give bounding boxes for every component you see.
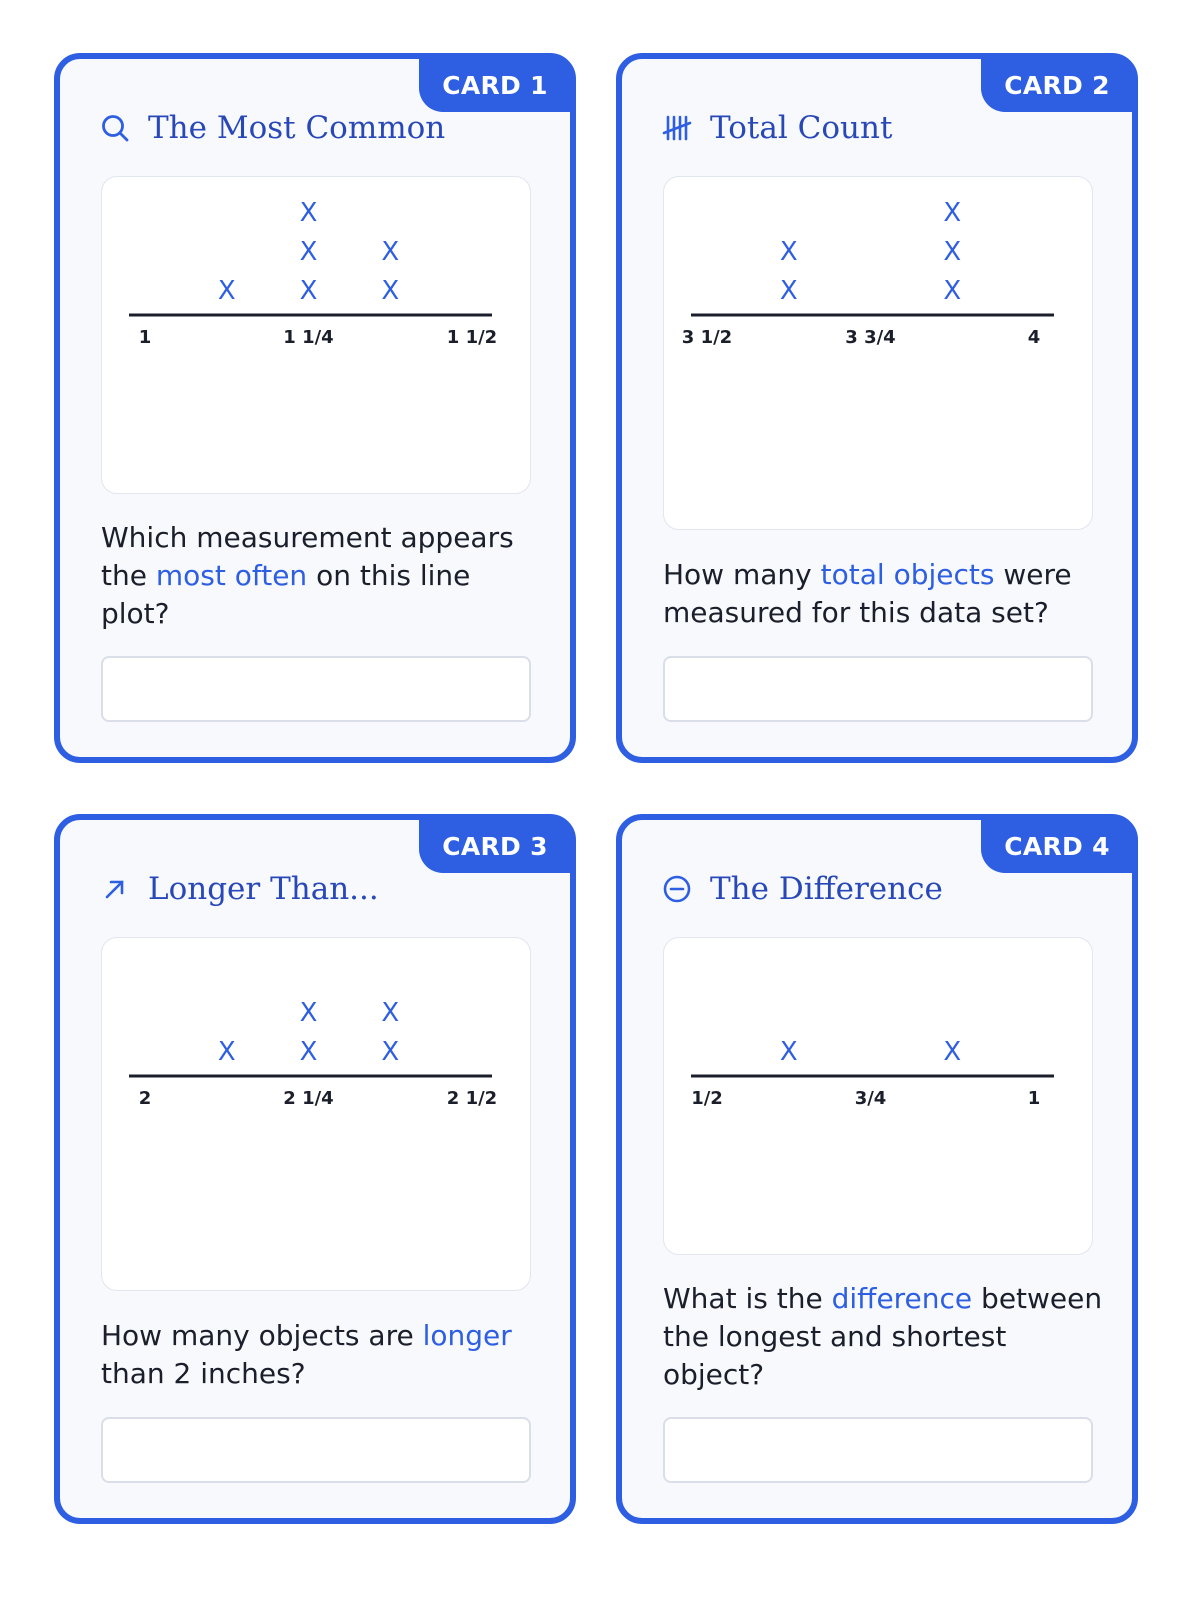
answer-input[interactable] bbox=[101, 656, 531, 722]
plot-x-mark: X bbox=[217, 1037, 236, 1067]
magnifier-icon bbox=[100, 113, 130, 143]
line-plot bbox=[101, 176, 531, 494]
tick-label: 1 1/4 bbox=[283, 327, 334, 348]
card-header bbox=[662, 864, 943, 914]
plot-x-mark: X bbox=[779, 276, 798, 306]
answer-input[interactable] bbox=[663, 656, 1093, 722]
tick-label: 2 1/4 bbox=[283, 1088, 334, 1109]
arrow-up-right-icon bbox=[100, 874, 130, 904]
card-title: The Most Common bbox=[148, 110, 446, 146]
plot-x-mark: X bbox=[217, 276, 236, 306]
card-title: Longer Than... bbox=[148, 871, 379, 907]
card-header bbox=[100, 103, 445, 153]
tick-label: 2 bbox=[138, 1088, 152, 1109]
plot-x-mark: X bbox=[381, 1037, 400, 1067]
card-number-badge: CARD 3 bbox=[419, 819, 571, 873]
question-highlight: most often bbox=[155, 559, 308, 592]
tick-label: 1 1/2 bbox=[446, 327, 498, 348]
tick-label: 3/4 bbox=[854, 1088, 887, 1109]
plot-x-mark: X bbox=[943, 1037, 962, 1067]
line-plot-svg bbox=[102, 938, 532, 1292]
card-header bbox=[100, 864, 379, 914]
card-number-badge: CARD 2 bbox=[981, 58, 1133, 112]
minus-circle-icon bbox=[662, 874, 692, 904]
tick-label: 3 3/4 bbox=[845, 327, 896, 348]
answer-input[interactable] bbox=[101, 1417, 531, 1483]
question-highlight: difference bbox=[831, 1282, 973, 1315]
tick-label: 1 bbox=[138, 327, 152, 348]
question-highlight: total objects bbox=[820, 558, 995, 591]
plot-x-mark: X bbox=[381, 276, 400, 306]
plot-x-mark: X bbox=[943, 276, 962, 306]
plot-x-mark: X bbox=[299, 237, 318, 267]
answer-input[interactable] bbox=[663, 1417, 1093, 1483]
tally-marks-icon bbox=[662, 113, 692, 143]
plot-x-mark: X bbox=[299, 198, 318, 228]
tick-label: 4 bbox=[1027, 327, 1041, 348]
tick-label: 3 1/2 bbox=[681, 327, 733, 348]
line-plot bbox=[663, 176, 1093, 530]
plot-x-mark: X bbox=[381, 237, 400, 267]
plot-x-mark: X bbox=[381, 998, 400, 1028]
tick-label: 2 1/2 bbox=[446, 1088, 498, 1109]
line-plot-svg bbox=[664, 177, 1094, 531]
plot-x-mark: X bbox=[943, 237, 962, 267]
line-plot bbox=[101, 937, 531, 1291]
card-3 bbox=[54, 814, 576, 1524]
card-2 bbox=[616, 53, 1138, 763]
card-1 bbox=[54, 53, 576, 763]
tick-label: 1/2 bbox=[691, 1088, 723, 1109]
plot-x-mark: X bbox=[779, 1037, 798, 1067]
line-plot-svg bbox=[102, 177, 532, 495]
question-text: How many total objects were measured for this data set? bbox=[663, 558, 1072, 629]
plot-x-mark: X bbox=[299, 1037, 318, 1067]
card-header bbox=[662, 103, 892, 153]
question-text: Which measurement appears the most often on this line plot? bbox=[101, 521, 514, 630]
plot-x-mark: X bbox=[943, 198, 962, 228]
plot-x-mark: X bbox=[779, 237, 798, 267]
line-plot-svg bbox=[664, 938, 1094, 1256]
card-number-badge: CARD 4 bbox=[981, 819, 1133, 873]
line-plot bbox=[663, 937, 1093, 1255]
card-title: The Difference bbox=[710, 871, 943, 907]
question-text: How many objects are longer than 2 inches? bbox=[101, 1319, 512, 1390]
card-number-badge: CARD 1 bbox=[419, 58, 571, 112]
question-text: What is the difference between the longest and shortest object? bbox=[663, 1282, 1103, 1391]
card-4 bbox=[616, 814, 1138, 1524]
card-title: Total Count bbox=[710, 110, 893, 146]
question-highlight: longer bbox=[422, 1319, 512, 1352]
plot-x-mark: X bbox=[299, 998, 318, 1028]
tick-label: 1 bbox=[1027, 1088, 1041, 1109]
plot-x-mark: X bbox=[299, 276, 318, 306]
